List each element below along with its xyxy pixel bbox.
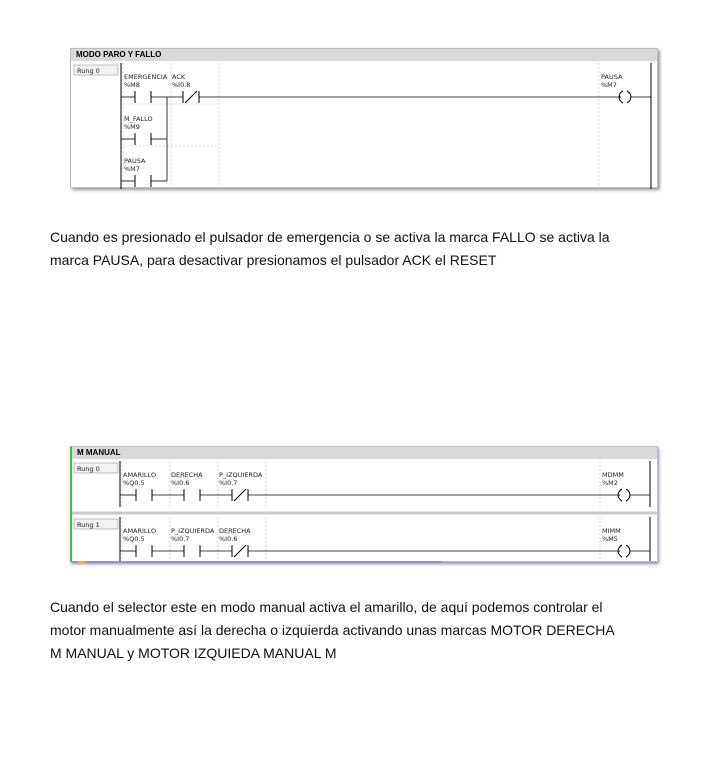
contact-address: %M8 xyxy=(124,81,140,89)
contact-name: DERECHA xyxy=(171,471,203,479)
contact-derecha-nc xyxy=(232,545,248,557)
paragraph-line: Cuando el selector este en modo manual activa el amarillo, de aquí podemos controlar el xyxy=(50,599,603,615)
coil-name: MIMM xyxy=(602,527,621,535)
paragraph-line: M MANUAL y MOTOR IZQUIEDA MANUAL M xyxy=(50,645,337,661)
rung-label: Rung 0 xyxy=(77,67,100,75)
contact-derecha xyxy=(184,489,200,501)
contact-ack-nc xyxy=(183,91,199,103)
ladder-canvas xyxy=(71,49,659,189)
contact-name: P_IZQUIERDA xyxy=(219,471,263,479)
rung-label: Rung 0 xyxy=(77,465,100,473)
contact-name: AMARILLO xyxy=(123,471,157,479)
contact-emergencia xyxy=(135,91,151,103)
contact-name: AMARILLO xyxy=(123,527,157,535)
contact-address: %M7 xyxy=(124,165,140,173)
description-paragraph-2 xyxy=(50,596,670,665)
contact-address: %I0.7 xyxy=(171,535,190,543)
paragraph-line: motor manualmente así la derecha o izquierda activando unas marcas MOTOR DERECHA xyxy=(50,622,615,638)
contact-address: %I0.6 xyxy=(219,535,238,543)
contact-address: %Q0.5 xyxy=(123,479,145,487)
contact-amarillo xyxy=(136,489,152,501)
contact-m-fallo xyxy=(135,133,151,145)
rung-label: Rung 1 xyxy=(77,521,100,529)
contact-p-izquierda xyxy=(184,545,200,557)
contact-name: DERECHA xyxy=(219,527,251,535)
ladder-diagram-paro-fallo xyxy=(70,48,658,188)
coil-address: %M5 xyxy=(602,535,618,543)
paragraph-line: Cuando es presionado el pulsador de emergencia o se activa la marca FALLO se activa la xyxy=(50,229,610,245)
ladder-diagram-m-manual xyxy=(70,446,658,562)
contact-address: %I0.6 xyxy=(171,479,190,487)
contact-p-izquierda-nc xyxy=(232,489,248,501)
contact-pausa xyxy=(135,175,151,187)
contact-amarillo xyxy=(136,545,152,557)
contact-name: ACK xyxy=(172,73,186,81)
contact-name: P_IZQUIERDA xyxy=(171,527,215,535)
description-paragraph-1 xyxy=(50,226,670,272)
contact-address: %M9 xyxy=(124,123,140,131)
diagram-title: MODO PARO Y FALLO xyxy=(71,49,657,61)
paragraph-line: marca PAUSA, para desactivar presionamos el pulsador ACK el RESET xyxy=(50,252,497,268)
coil-address: %M7 xyxy=(601,81,617,89)
contact-address: %Q0.5 xyxy=(123,535,145,543)
contact-name: EMERGENCIA xyxy=(124,73,168,81)
coil-address: %M2 xyxy=(602,479,618,487)
ladder-canvas xyxy=(72,447,658,563)
contact-address: %I0.7 xyxy=(219,479,238,487)
contact-address: %I0.8 xyxy=(172,81,191,89)
coil-name: MDMM xyxy=(602,471,624,479)
contact-name: PAUSA xyxy=(124,157,146,165)
diagram-title: M MANUAL xyxy=(72,447,657,459)
coil-name: PAUSA xyxy=(601,73,623,81)
contact-name: M_FALLO xyxy=(124,115,153,123)
